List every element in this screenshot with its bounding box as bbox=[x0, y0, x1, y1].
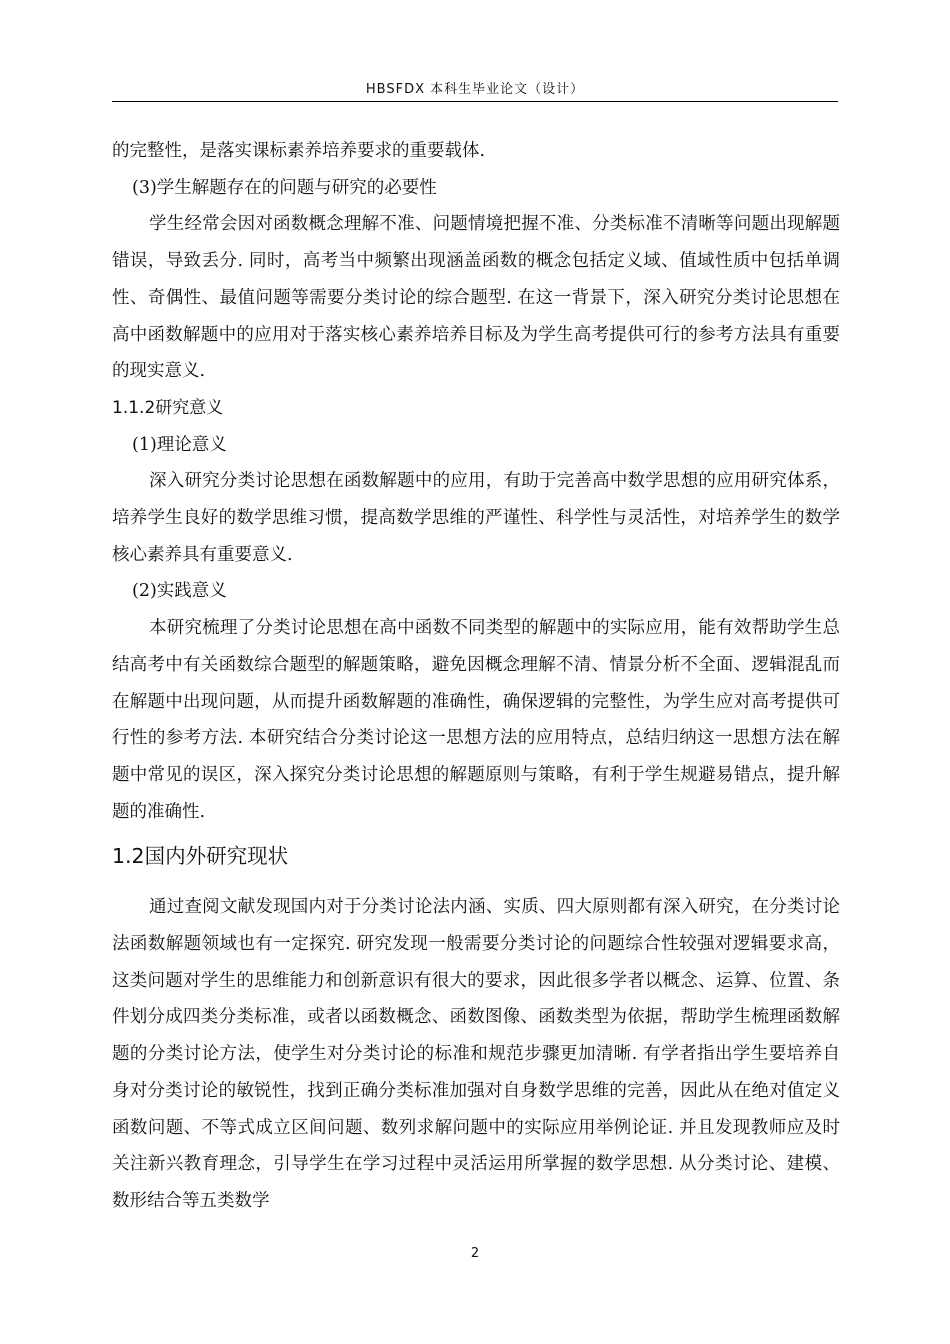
running-header: HBSFDX 本科生毕业论文（设计） bbox=[365, 82, 585, 97]
page-number: 2 bbox=[470, 1246, 480, 1261]
subsection-title-practice: (2)实践意义 bbox=[132, 581, 227, 602]
paragraph-continuation: 的完整性，是落实课标素养培养要求的重要载体. bbox=[112, 141, 486, 161]
paragraph-theory: 深入研究分类讨论思想在函数解题中的应用，有助于完善高中数学思想的应用研究体系，培养学生良好的数学思维习惯，提高数学思维的严谨性、科学性与灵活性，对培养学生的数学核心素养具有重要意义. bbox=[112, 471, 840, 565]
heading-1-1-2: 1.1.2研究意义 bbox=[112, 397, 224, 418]
paragraph-necessity: 学生经常会因对函数概念理解不准、问题情境把握不准、分类标准不清晰等问题出现解题错误，导致丢分. 同时，高考当中频繁出现涵盖函数的概念包括定义域、值域性质中包括单调性、奇偶性、最值问题等需要分类讨论的综合题型. 在这一背景下，深入研究分类讨论思想在高中函数解题中的应用对于落实核心素养培养目标及为学生高考提供可行的参考方法具有重要的现实意义. bbox=[112, 214, 840, 382]
paragraph-practice: 本研究梳理了分类讨论思想在高中函数不同类型的解题中的实际应用，能有效帮助学生总结高考中有关函数综合题型的解题策略，避免因概念理解不清、情景分析不全面、逻辑混乱而在解题中出现问题，从而提升函数解题的准确性，确保逻辑的完整性，为学生应对高考提供可行性的参考方法. 本研究结合分类讨论这一思想方法的应用特点，总结归纳这一思想方法在解题中常见的误区，深入探究分类讨论思想的解题原则与策略，有利于学生规避易错点，提升解题的准确性. bbox=[112, 618, 840, 822]
subsection-title-theory: (1)理论意义 bbox=[132, 434, 227, 455]
paragraph-research-status: 通过查阅文献发现国内对于分类讨论法内涵、实质、四大原则都有深入研究，在分类讨论法函数解题领域也有一定探究. 研究发现一般需要分类讨论的问题综合性较强对逻辑要求高，这类问题对学生的思维能力和创新意识有很大的要求，因此很多学者以概念、运算、位置、条件划分成四类分类标准，或者以函数概念、函数图像、函数类型为依据，帮助学生梳理函数解题的分类讨论方法，使学生对分类讨论的标准和规范步骤更加清晰. 有学者指出学生要培养自身对分类讨论的敏锐性，找到正确分类标准加强对自身数学思维的完善，因此从在绝对值定义函数问题、不等式成立区间问题、数列求解问题中的实际应用举例论证. 并且发现教师应及时关注新兴教育理念，引导学生在学习过程中灵活运用所掌握的数学思想. 从分类讨论、建模、数形结合等五类数学 bbox=[112, 897, 840, 1211]
page-body bbox=[112, 133, 840, 1220]
heading-1-2: 1.2国内外研究现状 bbox=[112, 844, 289, 869]
subsection-title-necessity: (3)学生解题存在的问题与研究的必要性 bbox=[132, 177, 437, 198]
header-rule bbox=[112, 101, 838, 102]
